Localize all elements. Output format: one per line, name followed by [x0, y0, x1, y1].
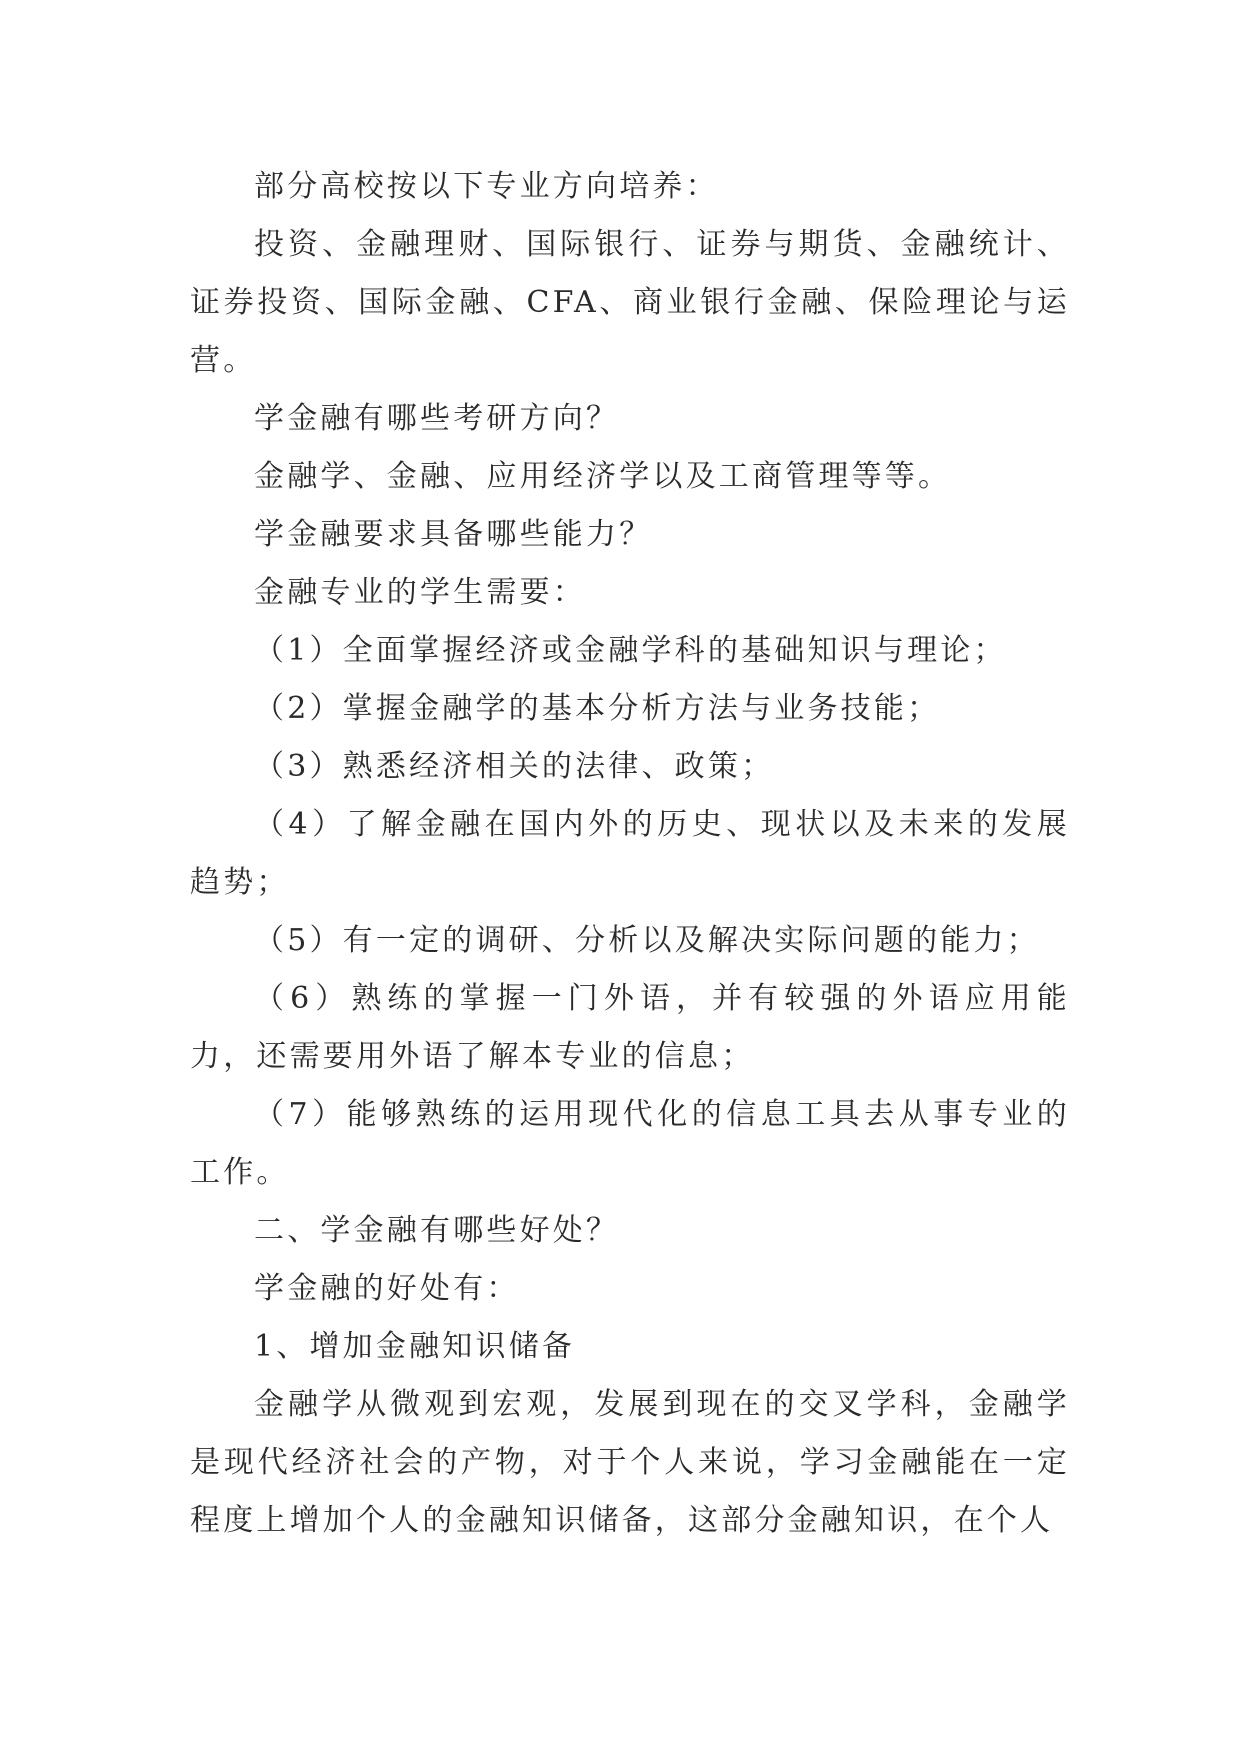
paragraph-abilities-question: 学金融要求具备哪些能力？ — [254, 517, 653, 552]
paragraph-training-directions-list: 投资、金融理财、国际银行、证券与期货、金融统计、证券投资、国际金融、CFA、商业银行金融、保险理论与运营。 — [190, 227, 1070, 378]
paragraph-abilities-intro: 金融专业的学生需要： — [254, 575, 586, 610]
paragraph-ability-6: （6）熟练的掌握一门外语，并有较强的外语应用能力，还需要用外语了解本专业的信息； — [190, 981, 1070, 1074]
subheading-benefit-1: 1、增加金融知识储备 — [254, 1329, 576, 1364]
paragraph-ability-3: （3）熟悉经济相关的法律、政策； — [254, 749, 775, 784]
paragraph-benefit-1-body: 金融学从微观到宏观，发展到现在的交叉学科，金融学是现代经济社会的产物，对于个人来说，学习金融能在一定程度上增加个人的金融知识储备，这部分金融知识，在个人 — [190, 1387, 1070, 1538]
paragraph-postgrad-question: 学金融有哪些考研方向？ — [254, 401, 620, 436]
section-heading-benefits: 二、学金融有哪些好处？ — [254, 1213, 620, 1248]
paragraph-ability-7: （7）能够熟练的运用现代化的信息工具去从事专业的工作。 — [190, 1097, 1070, 1190]
paragraph-ability-5: （5）有一定的调研、分析以及解决实际问题的能力； — [254, 923, 1040, 958]
paragraph-training-directions-intro: 部分高校按以下专业方向培养： — [254, 169, 719, 204]
paragraph-ability-4: （4）了解金融在国内外的历史、现状以及未来的发展趋势； — [190, 807, 1070, 900]
document-body — [190, 158, 1070, 1550]
paragraph-postgrad-answer: 金融学、金融、应用经济学以及工商管理等等。 — [254, 459, 952, 494]
paragraph-benefits-intro: 学金融的好处有： — [254, 1271, 520, 1306]
paragraph-ability-1: （1）全面掌握经济或金融学科的基础知识与理论； — [254, 633, 1007, 668]
paragraph-ability-2: （2）掌握金融学的基本分析方法与业务技能； — [254, 691, 941, 726]
